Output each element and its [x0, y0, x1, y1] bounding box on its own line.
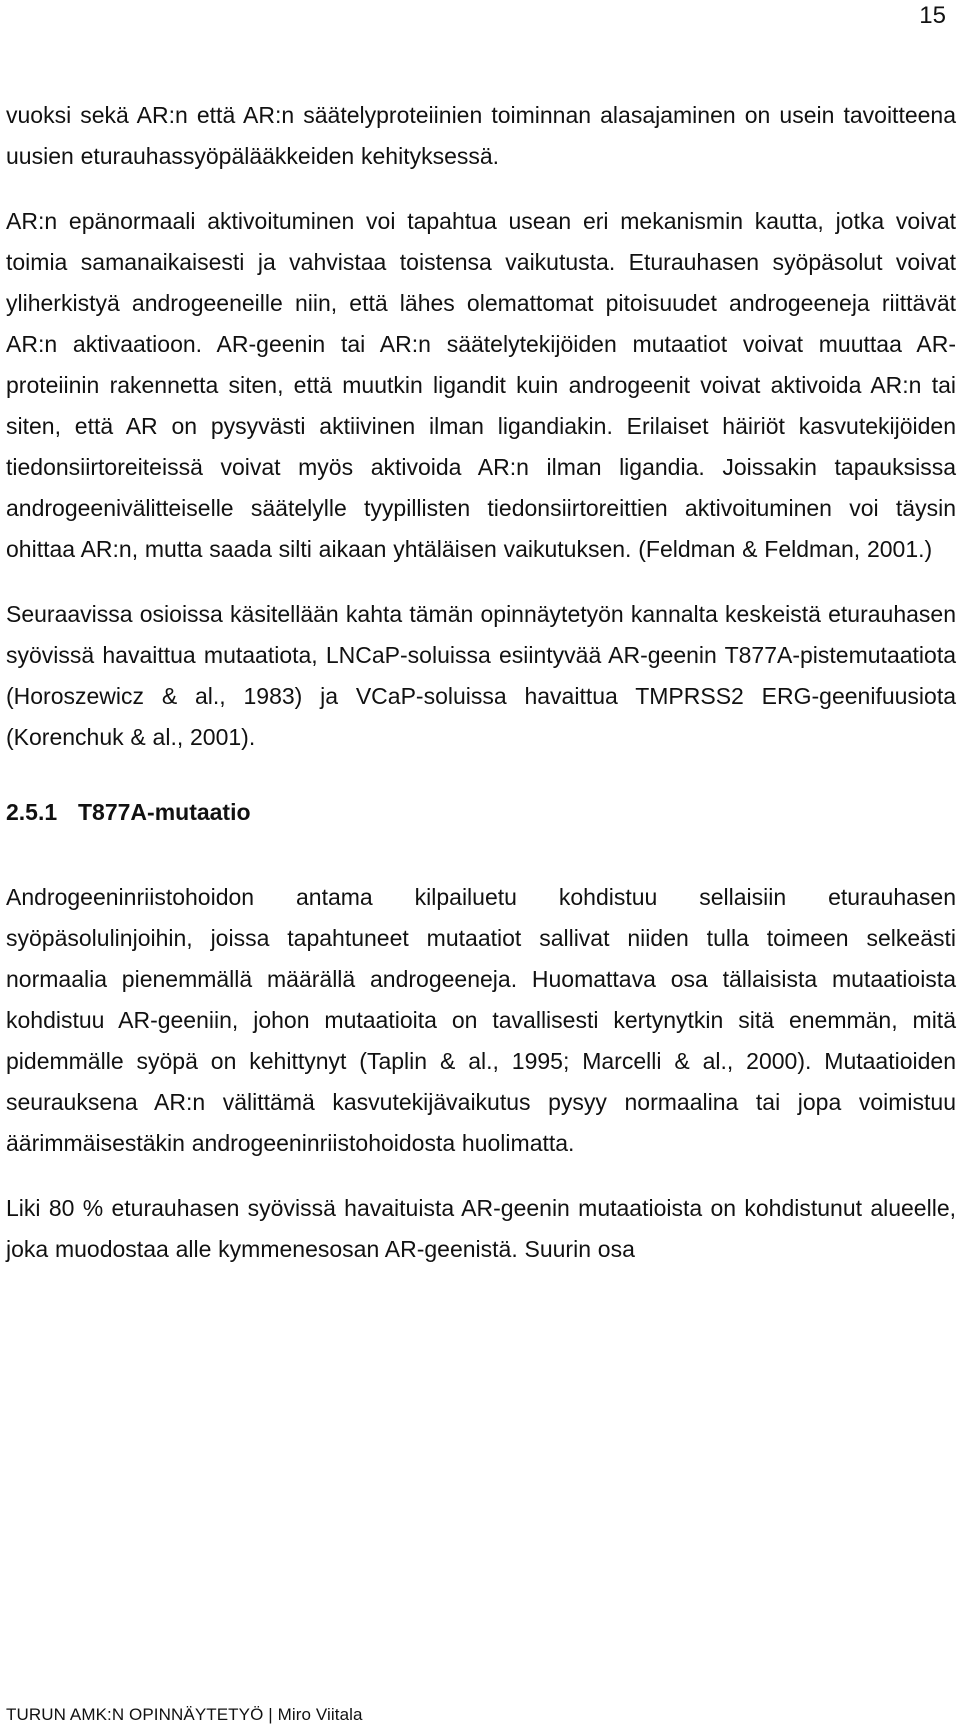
section-number: 2.5.1: [6, 799, 58, 825]
page-number: 15: [919, 2, 946, 29]
document-body: [6, 95, 956, 1270]
paragraph: Seuraavissa osioissa käsitellään kahta tämän opinnäytetyön kannalta keskeistä eturauhasen syövissä havaittua mutaatiota, LNCaP-soluissa esiintyvää AR-geenin T877A-pistemutaatiota (Horoszewicz & al., 1983) ja VCaP-soluissa havaittua TMPRSS2 ERG-geenifuusiota (Korenchuk & al., 2001).: [6, 601, 956, 750]
section-title: T877A-mutaatio: [78, 799, 251, 825]
paragraph: vuoksi sekä AR:n että AR:n säätelyproteiinien toiminnan alasajaminen on usein tavoitteena uusien eturauhassyöpälääkkeiden kehityksessä.: [6, 102, 956, 169]
paragraph: Androgeeninriistohoidon antama kilpailuetu kohdistuu sellaisiin eturauhasen syöpäsolulinjoihin, joissa tapahtuneet mutaatiot sallivat niiden tulla toimeen selkeästi normaalia pienemmällä määrällä androgeeneja. Huomattava osa tällaisista mutaatioista kohdistuu AR-geeniin, johon mutaatioita on tavallisesti kertynytkin sitä enemmän, mitä pidemmälle syöpä on kehittynyt (Taplin & al., 1995; Marcelli & al., 2000). Mutaatioiden seurauksena AR:n välittämä kasvutekijävaikutus pysyy normaalina tai jopa voimistuu äärimmäisestäkin androgeeninriistohoidosta huolimatta.: [6, 884, 956, 1156]
section-heading: [6, 792, 956, 833]
paragraph: AR:n epänormaali aktivoituminen voi tapahtua usean eri mekanismin kautta, jotka voivat toimia samanaikaisesti ja vahvistaa toistensa vaikutusta. Eturauhasen syöpäsolut voivat yliherkistyä androgeeneille niin, että lähes olemattomat pitoisuudet androgeeneja riittävät AR:n aktivaatioon. AR-geenin tai AR:n säätelytekijöiden mutaatiot voivat muuttaa AR-proteiinin rakennetta siten, että muutkin ligandit kuin androgeenit voivat aktivoida AR:n tai siten, että AR on pysyvästi aktiivinen ilman ligandiakin. Erilaiset häiriöt kasvutekijöiden tiedonsiirtoreiteissä voivat myös aktivoida AR:n ilman ligandia. Joissakin tapauksissa androgeenivälitteiselle säätelylle tyypillisten tiedonsiirtoreittien aktivoituminen voi täysin ohittaa AR:n, mutta saada silti aikaan yhtäläisen vaikutuksen. (Feldman & Feldman, 2001.): [6, 208, 956, 562]
page-footer: TURUN AMK:N OPINNÄYTETYÖ | Miro Viitala: [6, 1705, 363, 1724]
paragraph: Liki 80 % eturauhasen syövissä havaituista AR-geenin mutaatioista on kohdistunut alueelle, joka muodostaa alle kymmenesosan AR-geenistä. Suurin osa: [6, 1195, 956, 1262]
